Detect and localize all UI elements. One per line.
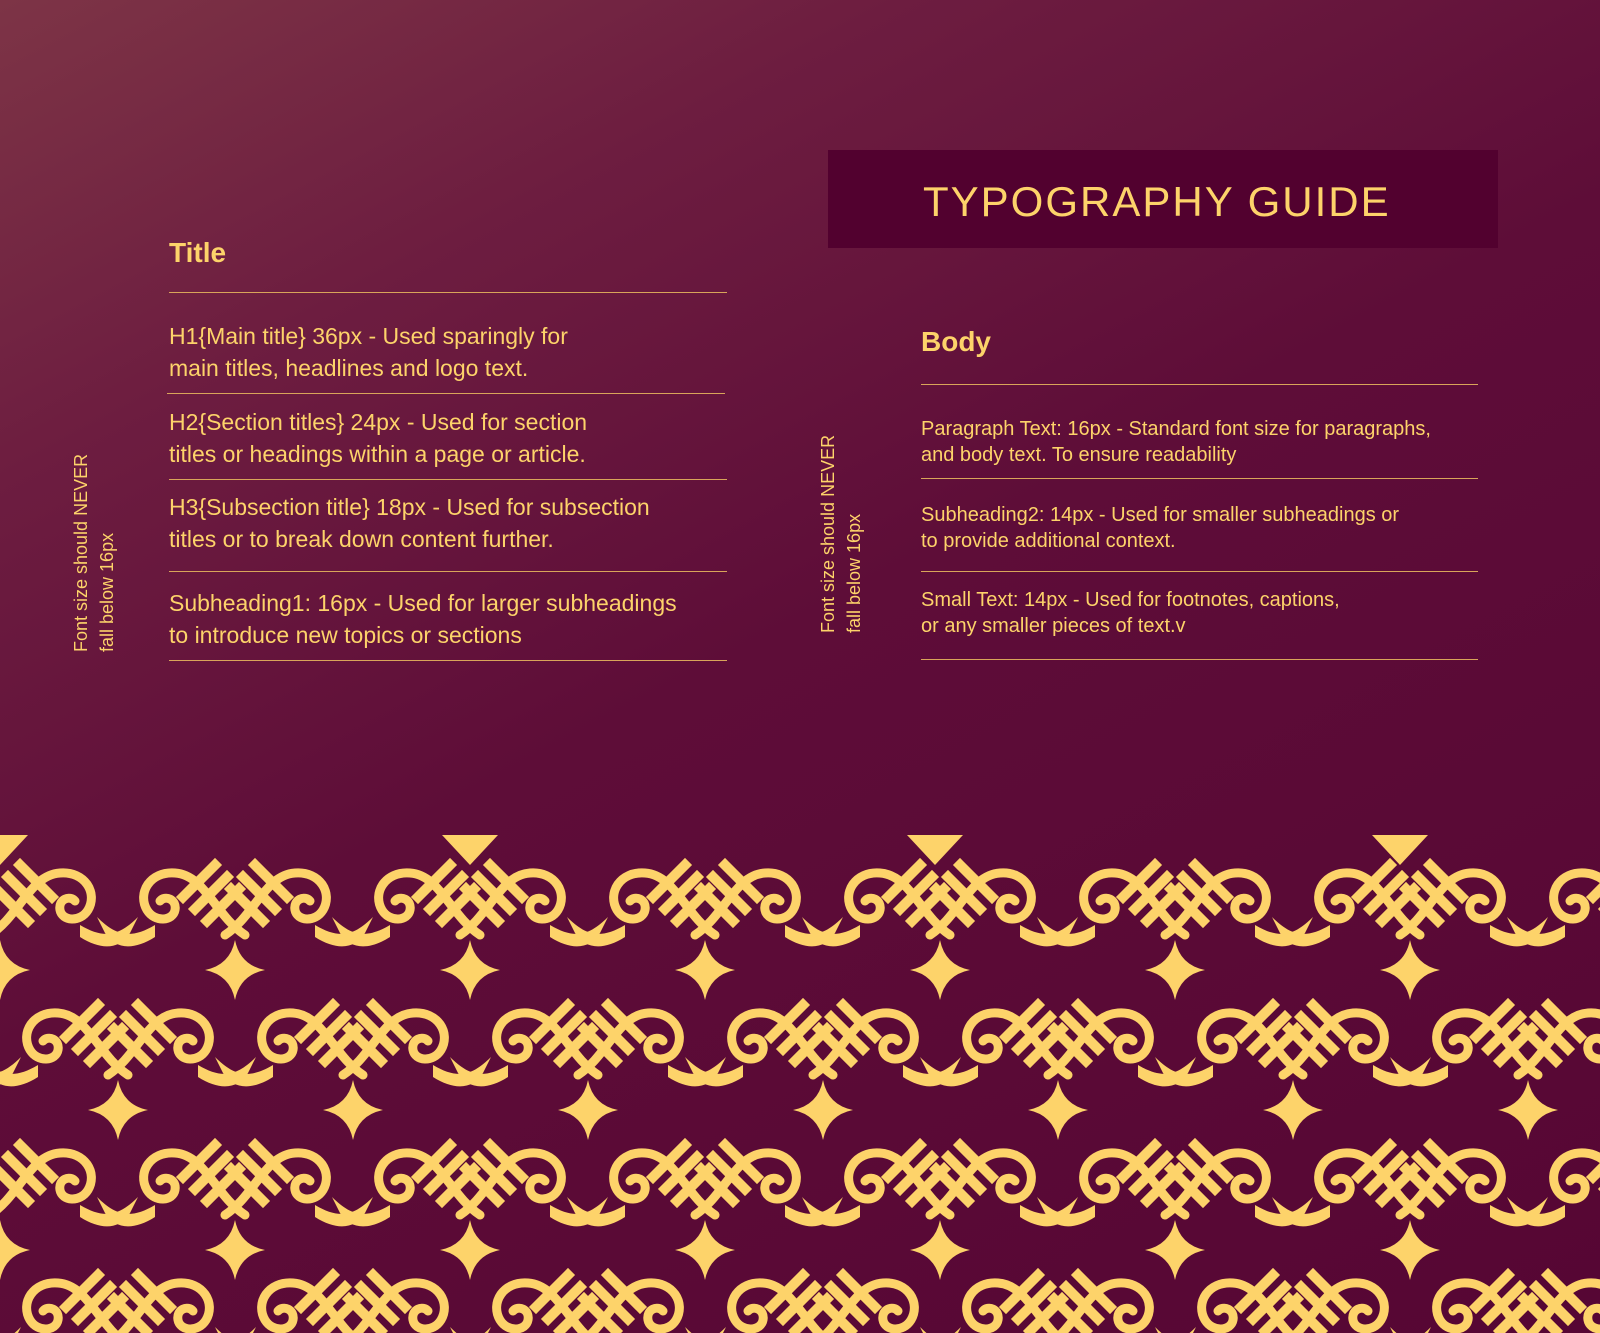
body-section-heading: Body [921,326,991,357]
body-item-small-text: Small Text: 14px - Used for footnotes, captions, or any smaller pieces of text.v [921,589,1340,637]
title-section-heading: Title [169,237,227,268]
title-item-h3: H3{Subsection title} 18px - Used for subsection titles or to break down content further. [169,494,650,552]
title-item-h1: H1{Main title} 36px - Used sparingly for main titles, headlines and logo text. [169,323,568,381]
body-heading-divider [921,384,1478,385]
title-heading-divider [169,292,727,293]
body-item-paragraph: Paragraph Text: 16px - Standard font size for paragraphs, and body text. To ensure readability [921,418,1431,466]
header-banner [828,150,1498,248]
title-divider [169,479,727,480]
body-divider [921,571,1478,572]
title-side-note: Font size should NEVER fall below 16px [71,453,117,652]
ornamental-pattern [0,835,1600,1333]
title-divider [167,393,725,394]
title-item-h2: H2{Section titles} 24px - Used for section titles or headings within a page or article. [169,409,588,467]
title-divider [169,660,727,661]
body-side-note: Font size should NEVER fall below 16px [818,434,864,633]
title-item-subheading1: Subheading1: 16px - Used for larger subheadings to introduce new topics or sections [169,590,677,648]
title-divider [169,571,727,572]
body-divider [921,478,1478,479]
body-item-subheading2: Subheading2: 14px - Used for smaller subheadings or to provide additional context. [921,504,1400,552]
page-title: TYPOGRAPHY GUIDE [923,178,1391,225]
body-divider [921,659,1478,660]
